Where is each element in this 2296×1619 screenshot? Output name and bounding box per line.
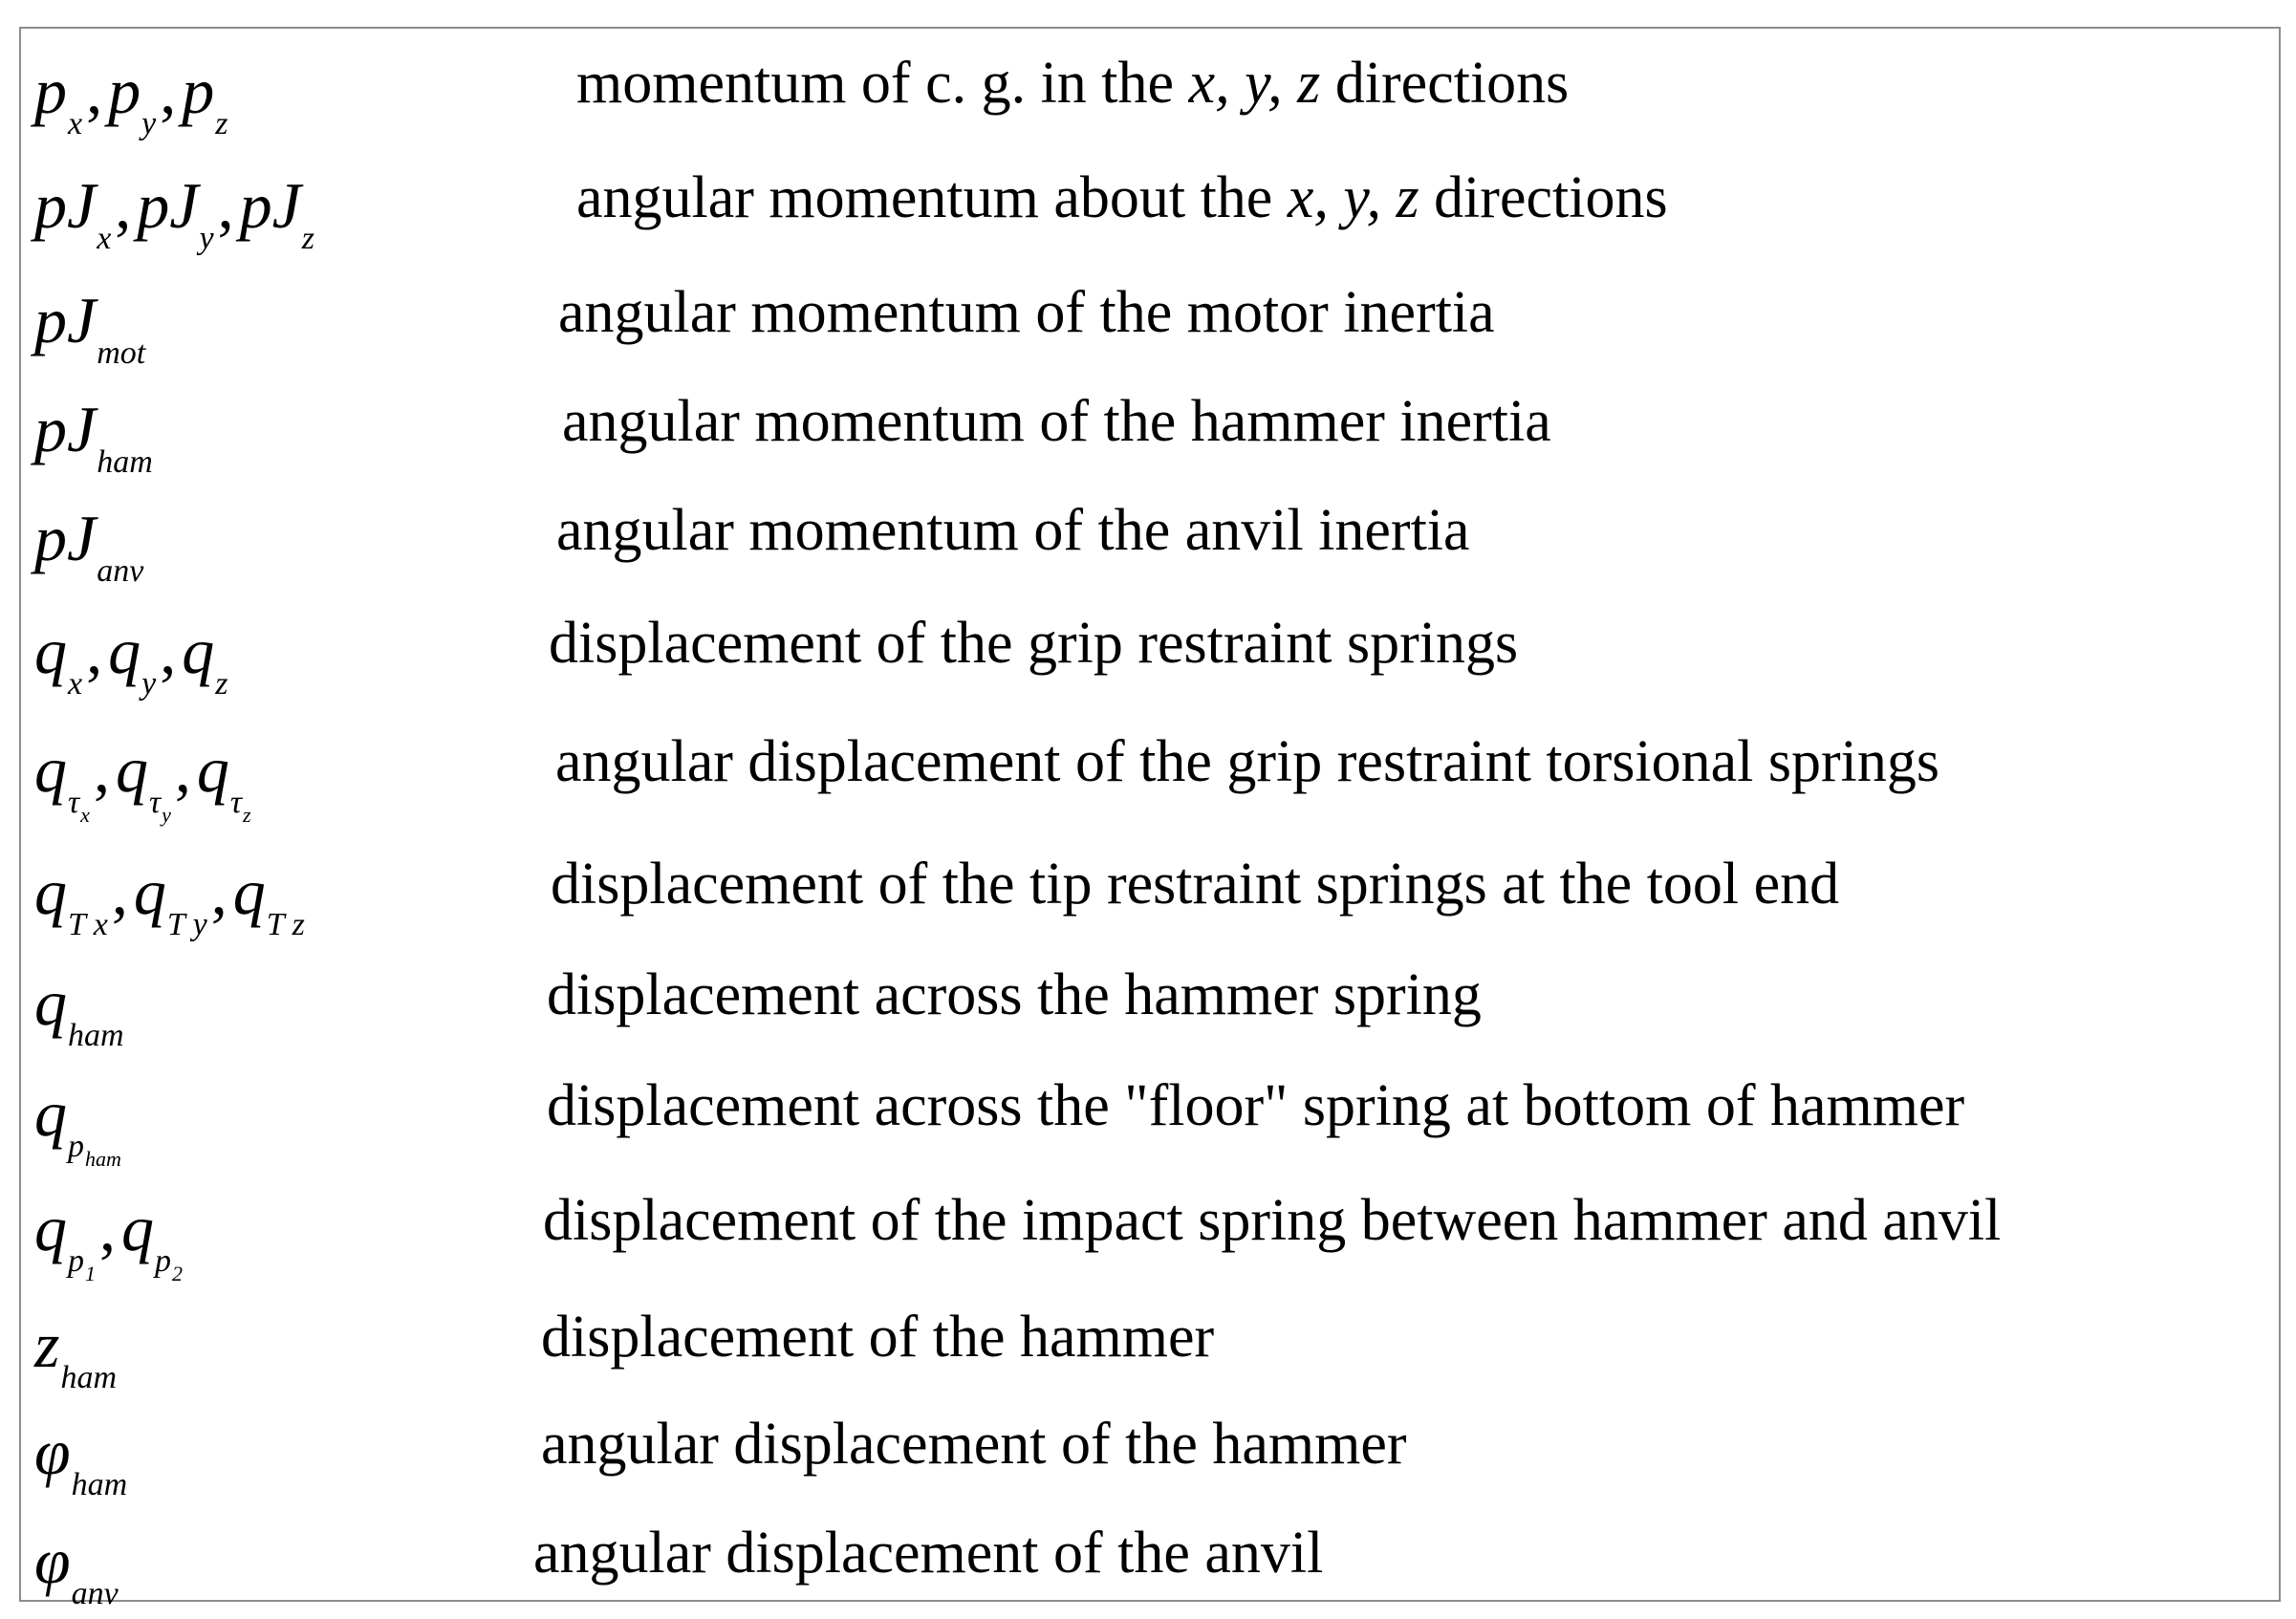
variable-description: displacement across the hammer spring <box>547 962 1482 1027</box>
variable-description: angular momentum of the hammer inertia <box>562 389 1551 454</box>
variable-symbol: $p_x,p_y,p_z$ <box>34 54 228 141</box>
table-row <box>21 1508 2279 1613</box>
table-row <box>21 268 2279 373</box>
variable-symbol: $pJ_x,pJ_y,pJ_z$ <box>34 169 314 256</box>
variable-symbol: $q_{\tau_x},q_{\tau_y},q_{\tau_z}$ <box>34 733 251 827</box>
table-row <box>21 1061 2279 1171</box>
variable-symbol: $pJ_{ham}$ <box>34 393 153 480</box>
variable-description: angular momentum of the motor inertia <box>558 280 1495 345</box>
variable-description: angular momentum of the anvil inertia <box>556 498 1470 563</box>
table-row <box>21 839 2279 944</box>
table-row <box>21 598 2279 703</box>
variable-symbol: $pJ_{anv}$ <box>34 502 144 589</box>
variable-description: displacement of the hammer <box>541 1305 1215 1370</box>
variable-symbol: $\varphi_{ham}$ <box>34 1415 128 1502</box>
variable-description: momentum of c. g. in the x, y, z directions <box>576 51 1570 116</box>
variable-symbol: $z_{ham}$ <box>34 1308 118 1395</box>
variable-description: displacement of the grip restraint springs <box>549 611 1519 676</box>
variable-description: angular displacement of the hammer <box>541 1412 1407 1477</box>
variable-description: angular momentum about the x, y, z directions <box>576 165 1668 230</box>
variable-symbol: $q_{p_{ham}}$ <box>34 1077 121 1171</box>
variable-description: displacement of the tip restraint springs at the tool end <box>551 852 1840 917</box>
variable-description: angular displacement of the anvil <box>533 1521 1324 1586</box>
variable-symbol: $\varphi_{anv}$ <box>34 1524 119 1611</box>
table-row <box>21 1292 2279 1397</box>
table-row <box>21 153 2279 258</box>
symbol-definition-table <box>19 27 2281 1611</box>
variable-symbol: $q_{T x},q_{T y},q_{T z}$ <box>34 855 305 942</box>
variable-description: displacement of the impact spring between hammer and anvil <box>543 1188 2002 1253</box>
table-row <box>21 717 2279 827</box>
table-row <box>21 38 2279 143</box>
variable-symbol: $q_{ham}$ <box>34 966 124 1053</box>
variable-symbol: $q_{p_1},q_{p_2}$ <box>34 1192 183 1285</box>
variable-description: angular displacement of the grip restraint torsional springs <box>555 729 1940 794</box>
variable-symbol: $q_x,q_y,q_z$ <box>34 615 228 702</box>
table-row <box>21 1399 2279 1504</box>
table-row <box>21 950 2279 1055</box>
variable-symbol: $pJ_{mot}$ <box>34 284 146 371</box>
table-row <box>21 486 2279 591</box>
variable-description: displacement across the "floor" spring at bottom of hammer <box>547 1073 1965 1138</box>
table-row <box>21 1176 2279 1285</box>
table-row <box>21 377 2279 482</box>
